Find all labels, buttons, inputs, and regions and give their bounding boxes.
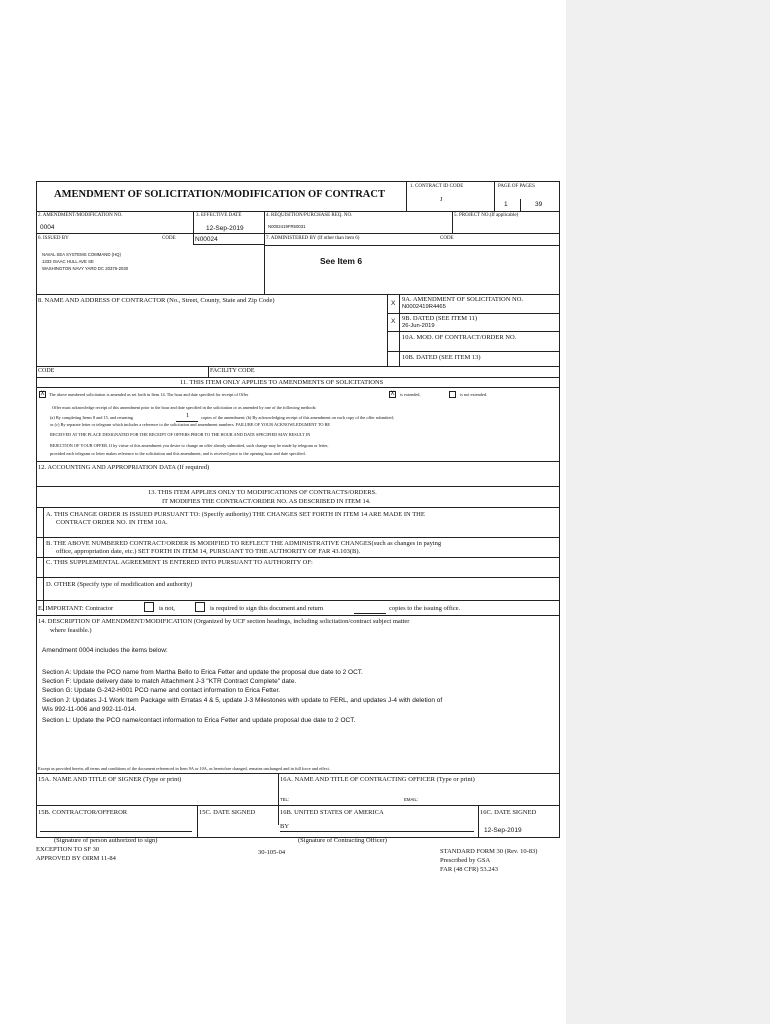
not-extended-checkbox[interactable] xyxy=(449,391,456,398)
is-not-checkbox[interactable] xyxy=(144,602,154,612)
footer-standard: STANDARD FORM 30 (Rev. 10-83) xyxy=(440,848,538,855)
dated-10b-label: 10B. DATED (SEE ITEM 13) xyxy=(402,354,481,361)
item13-heading-2: IT MODIFIES THE CONTRACT/ORDER NO. AS DESCRIBED IN ITEM 14. xyxy=(162,498,371,505)
issuer-line-1: NAVAL SEA SYSTEMS COMMAND (HQ) xyxy=(42,252,121,257)
item11-para-6: provided each telegram or letter makes reference to the solicitation and this amendment, and is received prior to the opening hour and date specified. xyxy=(50,451,306,456)
item14-line-3: Section J: Updates J-1 Work Item Package with Erratas 4 & 5, update J-3 Milestones with update to FERL, and updates J-4 with deletion of xyxy=(42,697,443,704)
amend-no-value: 0004 xyxy=(40,224,55,231)
officer-label: 16A. NAME AND TITLE OF CONTRACTING OFFICER (Type or print) xyxy=(280,776,475,783)
footer-form-num: 30-105-04 xyxy=(258,849,286,856)
contractor-address-label: 8. NAME AND ADDRESS OF CONTRACTOR (No., Street, County, State and Zip Code) xyxy=(38,297,275,304)
issued-code-label: CODE xyxy=(162,236,176,241)
effective-date-value: 12-Sep-2019 xyxy=(206,225,244,232)
admin-code-label: CODE xyxy=(440,236,454,241)
item13-heading-1: 13. THIS ITEM APPLIES ONLY TO MODIFICATIONS OF CONTRACTS/ORDERS. xyxy=(148,489,377,496)
item11-para-4: RECEIVED AT THE PLACE DESIGNATED FOR THE RECEIPT OF OFFERS PRIOR TO THE HOUR AND DATE SPECIFIED MAY RESULT IN xyxy=(50,432,311,437)
item11-para-0: Offer must acknowledge receipt of this amendment prior to the hour and date specified in the solicitation or as amended by one of the following methods: xyxy=(52,405,317,410)
item13-b-line1: B. THE ABOVE NUMBERED CONTRACT/ORDER IS MODIFIED TO REFLECT THE ADMINISTRATIVE CHANGES(such as changes in paying xyxy=(46,540,442,547)
item11-copies: 1 xyxy=(186,412,190,419)
item11-para-1: (a) By completing Items 8 and 15, and returning xyxy=(50,415,133,420)
not-extended-text: is not extended. xyxy=(460,392,488,397)
item14-line-5: Section L: Update the PCO name/contact information to Erica Fetter and update proposal due date to 2 OCT. xyxy=(42,717,356,724)
amend-sol-label: 9A. AMENDMENT OF SOLICITATION NO. xyxy=(402,296,524,303)
item13-b-line2: office, appropriation date, etc.) SET FORTH IN ITEM 14, PURSUANT TO THE AUTHORITY OF FAR 43.103(B). xyxy=(56,548,361,555)
is-not-text: is not, xyxy=(159,605,175,612)
footer-far: FAR (48 CFR) 53.243 xyxy=(440,866,499,873)
item13-d: D. OTHER (Specify type of modification and authority) xyxy=(46,581,193,588)
by-label: BY xyxy=(280,823,290,830)
footer-prescribed: Prescribed by GSA xyxy=(440,857,491,864)
page-label: PAGE OF PAGES xyxy=(498,184,535,189)
footer-exception: EXCEPTION TO SF 30 xyxy=(36,846,100,853)
usa-label: 16B. UNITED STATES OF AMERICA xyxy=(280,809,384,816)
issued-code-value: N00024 xyxy=(195,236,218,243)
signer-label: 15A. NAME AND TITLE OF SIGNER (Type or print) xyxy=(38,776,182,783)
contract-id-label: 1. CONTRACT ID CODE xyxy=(410,184,464,189)
sig-officer: (Signature of Contracting Officer) xyxy=(298,837,387,844)
item14-footer: Except as provided herein, all terms and conditions of the document referenced in Item 9A or 10A, as heretofore changed, remains unchanged and in full force and effect. xyxy=(38,766,330,771)
date-signed-value: 12-Sep-2019 xyxy=(484,827,522,834)
project-no-label: 5. PROJECT NO.(If applicable) xyxy=(454,213,519,218)
administered-by-label: 7. ADMINISTERED BY (If other than item 6) xyxy=(266,236,360,241)
item11-line1: The above numbered solicitation is amended as set forth in Item 14. The hour and date specified for receipt of Offer xyxy=(49,392,249,397)
req-no-label: 4. REQUISITION/PURCHASE REQ. NO. xyxy=(266,213,353,218)
item11-para-2: copies of the amendment; (b) By acknowledging receipt of this amendment on each copy of the offer submitted; xyxy=(201,415,394,420)
sig-person: (Signature of person authorized to sign) xyxy=(54,837,158,844)
facility-code-label: FACILITY CODE xyxy=(210,368,255,374)
item14-line-4: Wis 992-11-006 and 992-11-014. xyxy=(42,706,137,713)
issued-by-label: 6. ISSUED BY xyxy=(38,236,69,241)
form-title: AMENDMENT OF SOLICITATION/MODIFICATION OF CONTRACT xyxy=(54,189,385,200)
item14-line-2: Section G: Update G-242-H001 PCO name and contact information to Erica Fetter. xyxy=(42,687,281,694)
amend-no-label: 2. AMENDMENT/MODIFICATION NO. xyxy=(38,213,123,218)
footer-approved: APPROVED BY OIRM 11-84 xyxy=(36,855,116,862)
item14-label-2: where feasible.) xyxy=(50,627,92,634)
item11-para-5: REJECTION OF YOUR OFFER. If by virtue of this amendment you desire to change an offer already submitted, such change may be made by telegram or letter, xyxy=(50,443,329,448)
item14-label-1: 14. DESCRIPTION OF AMENDMENT/MODIFICATION (Organized by UCF section headings, including solicitation/contract subject matter xyxy=(38,618,410,625)
item13-a-line2: CONTRACT ORDER NO. IN ITEM 10A. xyxy=(56,519,168,526)
effective-date-label: 3. EFFECTIVE DATE xyxy=(196,213,242,218)
dated-9b-value: 26-Jun-2019 xyxy=(402,323,435,329)
issuer-line-2: 1333 ISAAC HULL AVE SE xyxy=(42,259,94,264)
offeror-label: 15B. CONTRACTOR/OFFEROR xyxy=(38,809,128,816)
important-label: E. IMPORTANT: Contractor xyxy=(38,605,114,612)
item14-line-0: Section A: Update the PCO name from Martha Bello to Erica Fetter and update the proposal due date to 2 OCT. xyxy=(42,669,363,676)
x-mark-9a: X xyxy=(391,300,396,307)
tel-label: TEL: xyxy=(280,797,290,802)
dated-9b-label: 9B. DATED (SEE ITEM 11) xyxy=(402,315,478,322)
item13-c: C. THIS SUPPLEMENTAL AGREEMENT IS ENTERED INTO PURSUANT TO AUTHORITY OF: xyxy=(46,559,313,566)
item14-line-1: Section F: Update delivery date to match Attachment J-3 "KTR Contract Complete" date. xyxy=(42,678,297,685)
item13-a-line1: A. THIS CHANGE ORDER IS ISSUED PURSUANT TO: (Specify authority) THE CHANGES SET FORTH IN ITEM 14 ARE MADE IN THE xyxy=(46,511,425,518)
req-no-value: N0002419FR50031 xyxy=(268,224,306,229)
item11-para-3: or (c) By separate letter or telegram which includes a reference to the solicitation and amendment numbers. FAILURE OF YOUR ACKNOWLEDGMENT TO BE xyxy=(50,422,331,427)
item11-checkbox[interactable]: X xyxy=(40,391,45,397)
amend-sol-value: N0002419R4465 xyxy=(402,304,446,310)
issuer-line-3: WASHINGTON NAVY YARD DC 20376-2030 xyxy=(42,266,129,271)
email-label: EMAIL: xyxy=(404,797,419,802)
comment-sidebar xyxy=(566,0,770,1024)
item12-label: 12. ACCOUNTING AND APPROPRIATION DATA (If required) xyxy=(38,464,210,471)
extended-text: is extended, xyxy=(400,392,421,397)
date-signed-15c-label: 15C. DATE SIGNED xyxy=(199,809,256,816)
mod-10a-label: 10A. MOD. OF CONTRACT/ORDER NO. xyxy=(402,334,517,341)
item14-intro: Amendment 0004 includes the items below: xyxy=(42,647,168,654)
is-required-checkbox[interactable] xyxy=(195,602,205,612)
form-outer-border xyxy=(36,181,560,838)
item11-heading: 11. THIS ITEM ONLY APPLIES TO AMENDMENTS OF SOLICITATIONS xyxy=(180,379,384,386)
page-total: 39 xyxy=(535,201,543,208)
date-signed-16c-label: 16C. DATE SIGNED xyxy=(480,809,537,816)
contract-id-value: J xyxy=(440,196,443,203)
copies-text: copies to the issuing office. xyxy=(389,605,461,612)
extended-checkbox[interactable]: X xyxy=(390,391,395,397)
sf30-form xyxy=(36,181,560,844)
x-mark-9b: X xyxy=(391,318,396,325)
admin-value: See Item 6 xyxy=(320,256,363,266)
contractor-code-label: CODE xyxy=(38,368,55,374)
is-required-text: is required to sign this document and return xyxy=(210,605,324,612)
page-current: 1 xyxy=(504,201,508,208)
